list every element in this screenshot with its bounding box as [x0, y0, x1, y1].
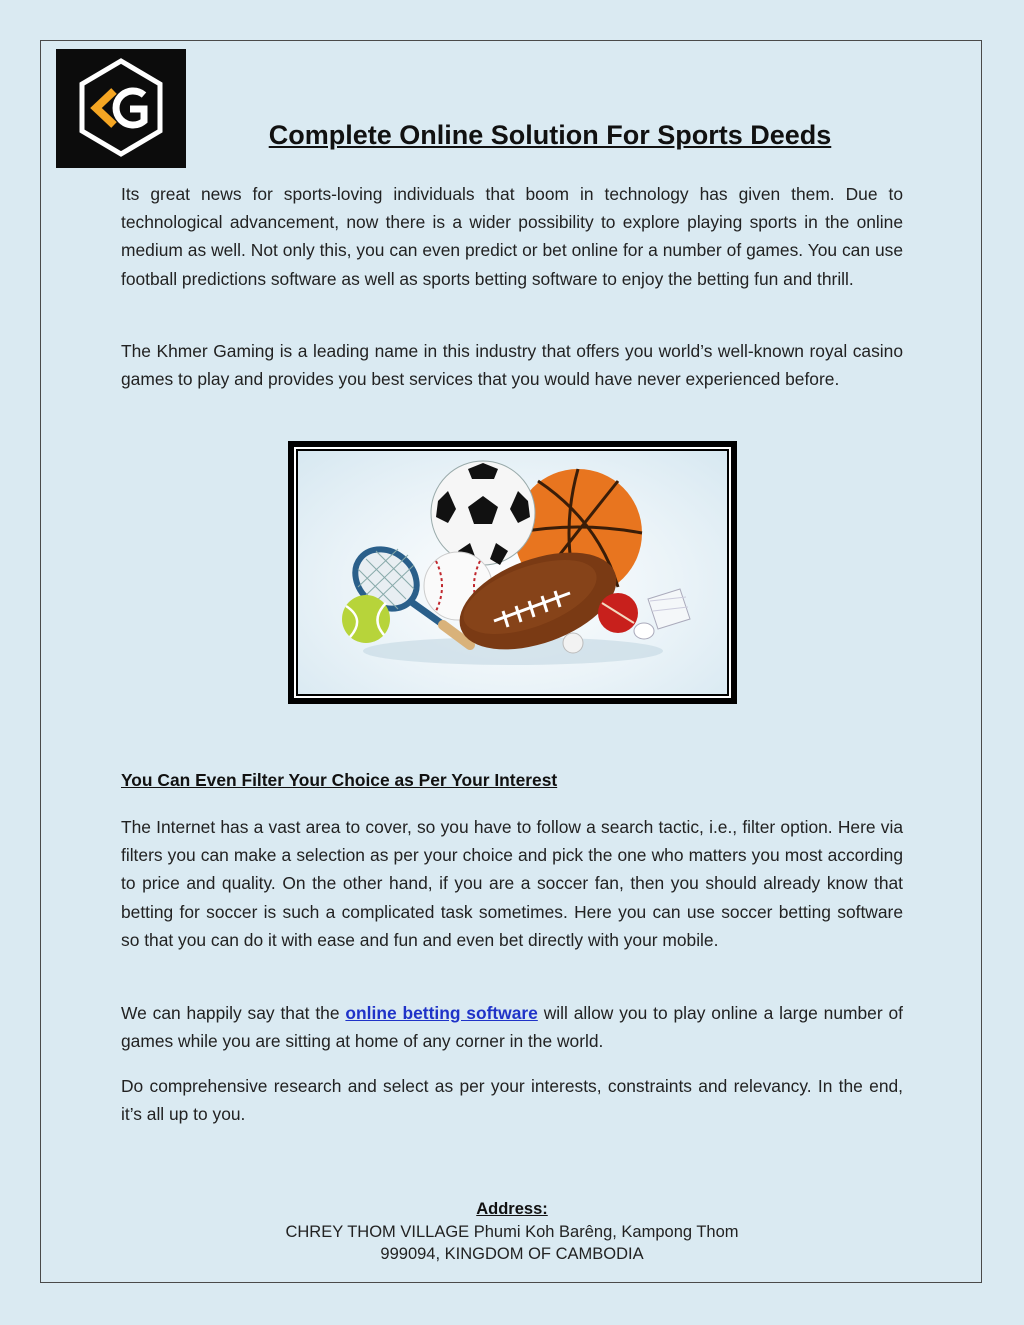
online-betting-software-link[interactable]: online betting software — [345, 1003, 538, 1023]
section-paragraph-1: The Internet has a vast area to cover, so you have to follow a search tactic, i.e., filter option. Here via filters you can make a selection as per your choice and pick the one who matters you most according to price and quality. On the other hand, if you are a soccer fan, then you should already know that betting for soccer is such a complicated task sometimes. Here you can use soccer betting software so that you can do it with ease and fun and even bet directly with your mobile. — [121, 817, 903, 950]
page-title: Complete Online Solution For Sports Deeds — [268, 120, 832, 150]
intro-paragraph-2: The Khmer Gaming is a leading name in this industry that offers you world’s well-known royal casino games to play and provides you best services that you would have never experienced before. — [121, 341, 903, 390]
paragraph-text: will allow you to play online a large number of games while you are sitting at home of any corner in the world. — [121, 1003, 903, 1052]
address-line-2: 999094, KINGDOM OF CAMBODIA — [380, 1245, 644, 1263]
section-heading: You Can Even Filter Your Choice as Per Your Interest — [121, 770, 558, 790]
paragraph-text: We can happily say that the — [121, 1003, 346, 1023]
sports-balls-illustration — [296, 449, 729, 696]
shuttlecock-icon — [634, 589, 690, 639]
kg-logo — [56, 49, 186, 168]
tennis-ball-icon — [342, 595, 390, 643]
intro-paragraph-1: Its great news for sports-loving individuals that boom in technology has given them. Due to technological advancement, now there is a wider possibility to explore playing sports in the online medium as well. Not only this, you can even predict or bet online for a number of games. You can use football predictions software as well as sports betting software to enjoy the betting fun and thrill. — [121, 184, 903, 289]
cricket-ball-icon — [598, 593, 638, 633]
golf-ball-icon — [563, 633, 583, 653]
soccer-ball-icon — [431, 461, 535, 565]
address-label: Address: — [476, 1200, 548, 1218]
address-line-1: CHREY THOM VILLAGE Phumi Koh Barêng, Kampong Thom — [285, 1222, 739, 1241]
sports-image-frame — [288, 441, 737, 704]
section-paragraph-2 — [121, 999, 903, 1055]
address-footer — [0, 1198, 1024, 1266]
section-paragraph-3: Do comprehensive research and select as per your interests, constraints and relevancy. In the end, it’s all up to you. — [121, 1076, 903, 1125]
